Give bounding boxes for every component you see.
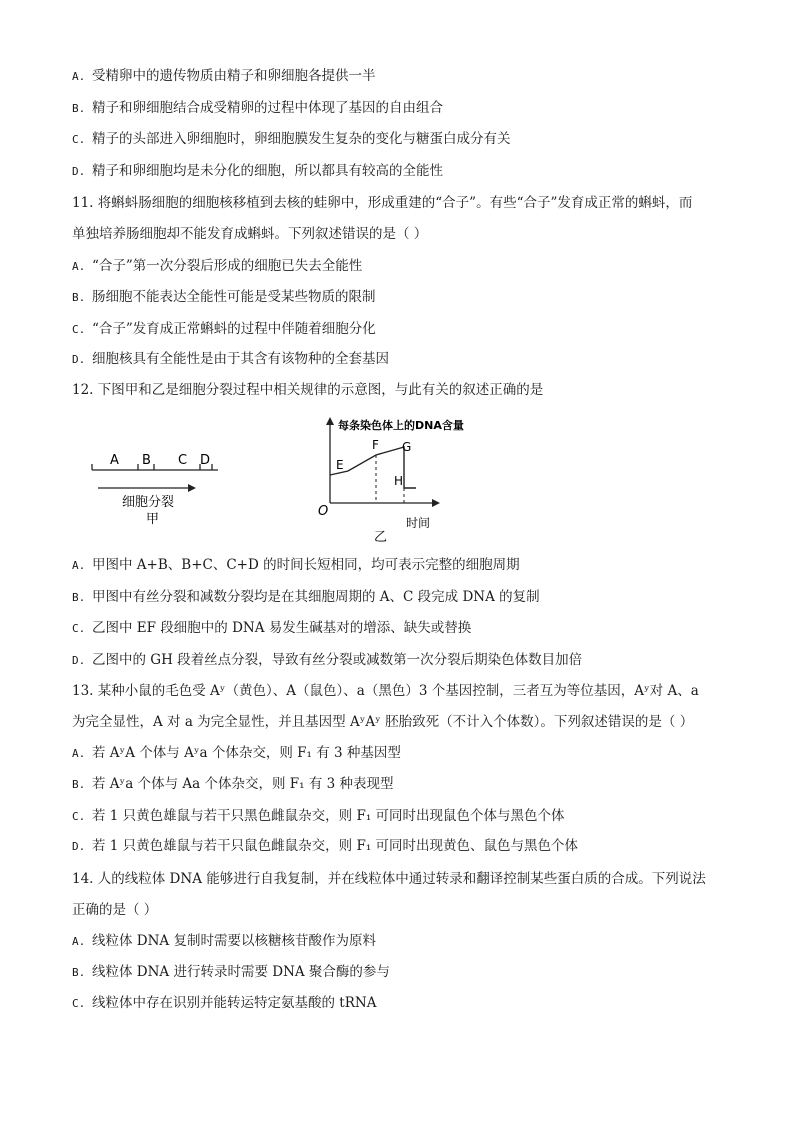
option-label: A. — [72, 559, 86, 572]
q12-option-a — [72, 556, 520, 575]
point-label-c: C — [178, 453, 188, 468]
q11-option-c — [72, 320, 376, 339]
q11-option-b — [72, 288, 376, 307]
origin-label: O — [318, 504, 329, 519]
arrow-label: 细胞分裂 — [122, 495, 175, 510]
option-label: D. — [72, 654, 86, 667]
option-text: 线粒体中存在识别并能转运特定氨基酸的 tRNA — [92, 995, 377, 1011]
point-label-a: A — [110, 453, 119, 468]
point-label-d: D — [200, 453, 211, 468]
option-label: A. — [72, 70, 86, 83]
option-label: A. — [72, 935, 86, 948]
x-axis-arrow-icon — [432, 499, 440, 507]
option-label: B. — [72, 591, 86, 604]
option-text: 若 1 只黄色雄鼠与若干只黑色雌鼠杂交，则 F₁ 可同时出现鼠色个体与黑色个体 — [92, 808, 565, 824]
option-label: A. — [72, 260, 86, 273]
figure-yi — [316, 415, 526, 545]
q13-option-c — [72, 807, 565, 826]
figure-jia — [88, 448, 228, 528]
q12-stem: 12. 下图甲和乙是细胞分裂过程中相关规律的示意图，与此有关的叙述正确的是 — [72, 382, 544, 398]
x-axis-label: 时间 — [406, 516, 431, 530]
y-axis-label: 每条染色体上的DNA含量 — [338, 419, 464, 432]
option-text: 细胞核具有全能性是由于其含有该物种的全套基因 — [92, 351, 389, 367]
option-label: C. — [72, 810, 86, 823]
option-text: “合子”发育成正常蝌蚪的过程中伴随着细胞分化 — [92, 321, 376, 337]
option-text: 乙图中 EF 段细胞中的 DNA 易发生碱基对的增添、缺失或替换 — [92, 620, 472, 636]
point-label-e: E — [336, 458, 344, 472]
q14-option-c — [72, 994, 376, 1013]
q14-stem-line2: 正确的是（ ） — [72, 902, 158, 918]
option-text: 精子和卵细胞均是未分化的细胞，所以都具有较高的全能性 — [92, 163, 443, 179]
option-text: 线粒体 DNA 复制时需要以核糖核苷酸作为原料 — [92, 933, 376, 949]
arrow-head-icon — [188, 484, 196, 492]
figure-caption-yi: 乙 — [374, 530, 388, 545]
y-axis-arrow-icon — [326, 417, 334, 425]
option-text: 若 Aʸa 个体与 Aa 个体杂交，则 F₁ 有 3 种表现型 — [92, 776, 394, 792]
q11-stem-line2: 单独培养肠细胞却不能发育成蝌蚪。下列叙述错误的是（ ） — [72, 226, 428, 242]
q14-option-b — [72, 963, 390, 982]
point-label-b: B — [142, 453, 151, 468]
option-label: D. — [72, 840, 86, 853]
q13-stem-line1: 13. 某种小鼠的毛色受 Aʸ（黄色）、A（鼠色）、a（黑色）3 个基因控制，三者互为等位基因，Aʸ对 A、a — [72, 683, 699, 699]
q13-option-a — [72, 744, 401, 763]
q10-option-b — [72, 99, 443, 118]
option-text: “合子”第一次分裂后形成的细胞已失去全能性 — [92, 258, 363, 274]
option-text: 甲图中有丝分裂和减数分裂均是在其细胞周期的 A、C 段完成 DNA 的复制 — [92, 589, 540, 605]
option-label: C. — [72, 133, 86, 146]
figure-yi-svg — [316, 415, 526, 545]
option-text: 若 1 只黄色雄鼠与若干只鼠色雌鼠杂交，则 F₁ 可同时出现黄色、鼠色与黑色个体 — [92, 838, 579, 854]
q11-stem-line1: 11. 将蝌蚪肠细胞的细胞核移植到去核的蛙卵中，形成重建的“合子”。有些“合子”发育成正常的蝌蚪，而 — [72, 195, 693, 211]
option-label: B. — [72, 778, 86, 791]
option-label: C. — [72, 997, 86, 1010]
q14-stem-line1: 14. 人的线粒体 DNA 能够进行自我复制，并在线粒体中通过转录和翻译控制某些蛋白质的合成。下列说法 — [72, 871, 706, 887]
q10-option-c — [72, 130, 511, 149]
q10-option-a — [72, 67, 376, 86]
figure-caption-jia: 甲 — [146, 512, 160, 527]
q10-option-d — [72, 162, 443, 181]
option-label: B. — [72, 102, 86, 115]
option-text: 线粒体 DNA 进行转录时需要 DNA 聚合酶的参与 — [92, 964, 390, 980]
q13-option-d — [72, 837, 578, 856]
option-label: B. — [72, 291, 86, 304]
q14-option-a — [72, 932, 376, 951]
point-label-h: H — [394, 474, 404, 488]
point-label-g: G — [402, 440, 412, 454]
point-label-f: F — [372, 438, 379, 452]
option-label: D. — [72, 165, 86, 178]
option-label: C. — [72, 622, 86, 635]
q13-stem-line2: 为完全显性，A 对 a 为完全显性，并且基因型 AʸAʸ 胚胎致死（不计入个体数）。下列叙述错误的是（ ） — [72, 714, 694, 730]
option-text: 受精卵中的遗传物质由精子和卵细胞各提供一半 — [92, 68, 376, 84]
q11-option-a — [72, 257, 362, 276]
option-label: C. — [72, 323, 86, 336]
q12-option-b — [72, 588, 540, 607]
option-label: A. — [72, 747, 86, 760]
option-text: 乙图中的 GH 段着丝点分裂，导致有丝分裂或减数第一次分裂后期染色体数目加倍 — [92, 652, 583, 668]
q12-option-d — [72, 651, 582, 670]
option-label: B. — [72, 966, 86, 979]
option-text: 肠细胞不能表达全能性可能是受某些物质的限制 — [92, 289, 376, 305]
option-text: 精子和卵细胞结合成受精卵的过程中体现了基因的自由组合 — [92, 100, 443, 116]
option-text: 若 AʸA 个体与 Aʸa 个体杂交，则 F₁ 有 3 种基因型 — [92, 745, 401, 761]
q12-option-c — [72, 619, 471, 638]
option-label: D. — [72, 353, 86, 366]
option-text: 甲图中 A+B、B+C、C+D 的时间长短相同，均可表示完整的细胞周期 — [92, 557, 520, 573]
option-text: 精子的头部进入卵细胞时，卵细胞膜发生复杂的变化与糖蛋白成分有关 — [92, 131, 511, 147]
q11-option-d — [72, 350, 389, 369]
figure-jia-svg — [88, 448, 228, 528]
q13-option-b — [72, 775, 394, 794]
